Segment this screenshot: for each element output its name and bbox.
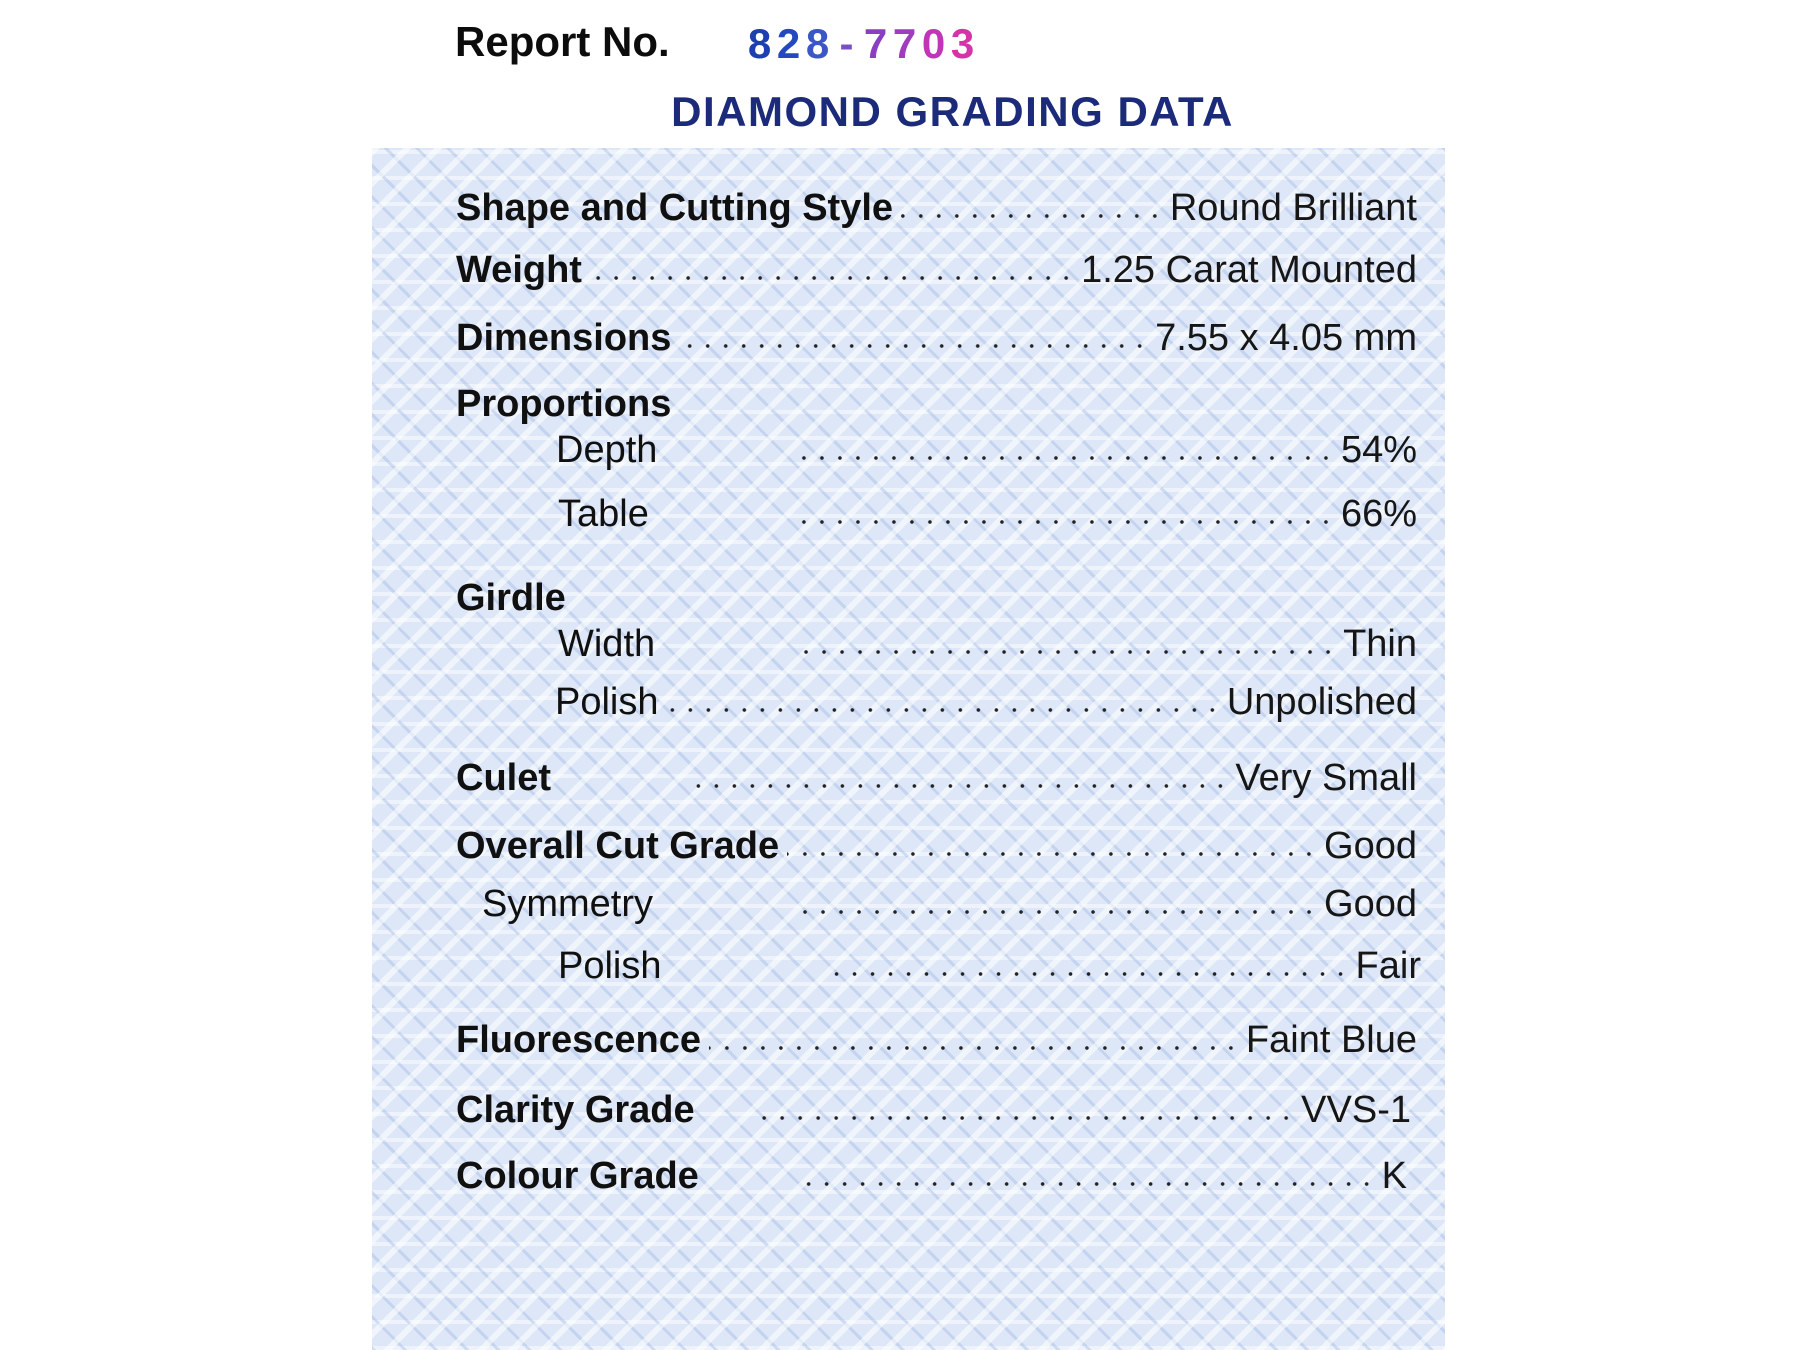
row-weight [372,240,1445,292]
row-depth [372,420,1445,472]
dimensions-label: Dimensions [456,317,672,359]
girdle-polish-value: Unpolished [1226,681,1417,723]
leader-dots [754,1114,1295,1122]
cut-grade-label: Overall Cut Grade [456,825,780,867]
clarity-value: VVS-1 [1301,1089,1411,1131]
leader-dots [667,706,1221,714]
colour-value: K [1381,1155,1407,1197]
report-digit: 3 [950,20,975,67]
girdle-heading: Girdle [456,577,566,619]
clarity-label: Clarity Grade [456,1089,695,1131]
shape-value: Round Brilliant [1169,187,1417,229]
symmetry-value: Good [1324,883,1417,925]
dimensions-value: 7.55 x 4.05 mm [1155,317,1417,359]
report-number [745,20,977,68]
report-digit: - [839,20,854,67]
leader-dots [794,454,1335,462]
leader-dots [787,850,1318,858]
leader-dots [794,1180,1376,1188]
row-shape [372,178,1445,230]
depth-label: Depth [556,429,658,471]
leader-dots [688,782,1229,790]
polish-value: Fair [1355,945,1421,987]
polish-label: Polish [558,945,662,987]
proportions-heading: Proportions [456,383,672,425]
girdle-polish-label: Polish [555,681,659,723]
row-fluorescence [372,1010,1445,1062]
document-title: DIAMOND GRADING DATA [671,88,1234,135]
weight-label: Weight [456,249,582,291]
row-table [372,484,1445,536]
report-digit: 7 [863,20,888,67]
leader-dots [796,648,1337,656]
girdle-width-label: Width [558,623,656,665]
leader-dots [828,970,1350,978]
report-digit: 2 [776,20,801,67]
row-colour [372,1146,1445,1198]
row-dimensions [372,308,1445,360]
leader-dots [709,1044,1240,1052]
report-digit: 0 [921,20,946,67]
grading-panel [372,148,1445,1350]
leader-dots [679,342,1149,350]
leader-dots [794,518,1335,526]
leader-dots [901,212,1164,220]
shape-label: Shape and Cutting Style [456,187,894,229]
depth-value: 54% [1340,429,1417,471]
report-number-label: Report No. [455,18,670,65]
row-culet [372,748,1445,800]
colour-label: Colour Grade [456,1155,699,1197]
culet-label: Culet [456,757,551,799]
fluorescence-label: Fluorescence [456,1019,701,1061]
symmetry-label: Symmetry [482,883,653,925]
row-polish [372,936,1445,988]
leader-dots [790,908,1318,916]
cut-grade-value: Good [1324,825,1417,867]
culet-value: Very Small [1235,757,1417,799]
report-digit: 8 [747,20,772,67]
row-cut-grade [372,816,1445,868]
row-girdle-width [372,614,1445,666]
report-digit: 8 [805,20,830,67]
row-symmetry [372,874,1445,926]
row-clarity [372,1080,1445,1132]
table-value: 66% [1340,493,1417,535]
row-proportions [372,374,1445,426]
weight-value: 1.25 Carat Mounted [1081,249,1417,291]
report-digit: 7 [892,20,917,67]
fluorescence-value: Faint Blue [1245,1019,1417,1061]
leader-dots [590,274,1075,282]
table-label: Table [558,493,649,535]
row-girdle-polish [372,672,1445,724]
row-girdle [372,568,1445,620]
girdle-width-value: Thin [1343,623,1417,665]
